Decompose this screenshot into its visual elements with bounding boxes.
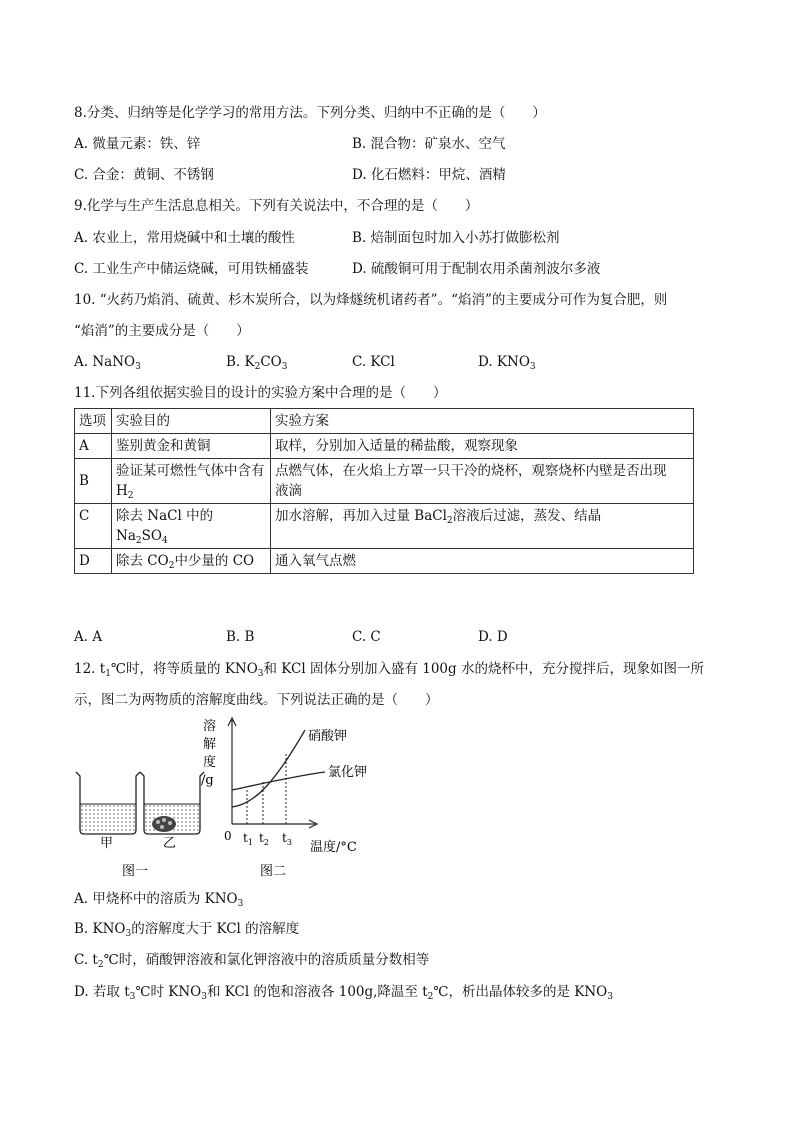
q9-option-a: A. 农业上，常用烧碱中和土壤的酸性	[74, 230, 295, 246]
y-axis-label-3: 度	[203, 755, 217, 770]
q11-option-d: D. D	[478, 629, 508, 645]
q11-table	[74, 408, 694, 574]
knox-curve	[232, 730, 305, 807]
q10-stem-line1: 10. “火药乃焰消、硫黄、杉木炭所合，以为烽燧统机诸药者”。“焰消”的主要成分可作为复合肥，则	[74, 292, 668, 308]
table-cell: 验证某可燃性气体中含有 $H_2$	[112, 459, 271, 504]
q12-stem-line2: 示，图二为两物质的溶解度曲线。下列说法正确的是（ ）	[74, 692, 439, 708]
q8-stem: 8.分类、归纳等是化学学习的常用方法。下列分类、归纳中不正确的是（ ）	[74, 105, 546, 121]
kcl-curve	[232, 772, 325, 790]
table-row	[75, 504, 694, 549]
table-header-option: 选项	[75, 409, 112, 434]
table-header-plan: 实验方案	[271, 409, 694, 434]
q12-option-d: D. 若取 $t_3℃$时 $KNO_3$和 KCl 的饱和溶液各 100g,降温至 $t_2℃$，析出晶体较多的是 $KNO_3$	[74, 984, 613, 1002]
y-axis-label-4: /g	[201, 773, 214, 788]
fig1-caption: 图一	[122, 864, 149, 879]
table-header-purpose: 实验目的	[112, 409, 271, 434]
origin-label: 0	[224, 829, 232, 843]
q10-option-c: C. KCl	[352, 354, 395, 370]
fig2-caption: 图二	[260, 864, 287, 879]
table-cell: 点燃气体，在火焰上方罩一只干冷的烧杯，观察烧杯内壁是否出现 液滴	[271, 459, 694, 504]
beaker-jia	[76, 772, 140, 834]
table-cell: 鉴别黄金和黄铜	[112, 434, 271, 459]
table-row	[75, 434, 694, 459]
q12-stem-line1: 12. $t_1℃$时，将等质量的 $KNO_3$和 KCl 固体分别加入盛有 100g 水的烧杯中，充分搅拌后，现象如图一所	[74, 661, 704, 679]
table-cell: 除去 $CO_2$中少量的 CO	[112, 549, 271, 574]
q11-option-b: B. B	[226, 629, 255, 645]
q10-option-a: A. NaNO$_3$	[74, 354, 141, 372]
q8-option-d: D. 化石燃料：甲烷、酒精	[352, 167, 506, 183]
x-axis-label: 温度/°C	[310, 840, 357, 855]
table-cell: A	[75, 434, 112, 459]
y-axis-label-2: 解	[203, 737, 217, 752]
beaker-yi	[140, 772, 204, 834]
tick-t3: $t_3$	[282, 831, 292, 847]
q10-option-d: D. $KNO_3$	[478, 354, 536, 372]
q8-option-a: A. 微量元素：铁、锌	[74, 136, 201, 152]
q10-stem-line2: “焰消”的主要成分是（ ）	[74, 323, 250, 339]
table-cell: 取样，分别加入适量的稀盐酸，观察现象	[271, 434, 694, 459]
table-cell: B	[75, 459, 112, 504]
table-cell: 除去 NaCl 中的 $Na_2SO_4$	[112, 504, 271, 549]
table-cell: 加水溶解，再加入过量 BaCl$_2$溶液后过滤，蒸发、结晶	[271, 504, 694, 549]
table-cell: C	[75, 504, 112, 549]
solubility-chart	[201, 718, 367, 879]
q11-option-a: A. A	[74, 629, 103, 645]
q11-stem: 11.下列各组依据实验目的设计的实验方案中合理的是（ ）	[74, 385, 447, 401]
table-row	[75, 549, 694, 574]
q12-option-c: C. $t_2℃$时，硝酸钾溶液和氯化钾溶液中的溶质质量分数相等	[74, 952, 430, 970]
q10-option-b: B. $K_2CO_3$	[226, 354, 288, 372]
table-row	[75, 409, 694, 434]
table-cell: D	[75, 549, 112, 574]
q12-figure	[60, 712, 380, 882]
curve1-label: 硝酸钾	[308, 729, 348, 744]
table-row	[75, 459, 694, 504]
q12-option-b: B. $KNO_3$的溶解度大于 KCl 的溶解度	[74, 921, 300, 939]
tick-t1: $t_1$	[243, 831, 253, 847]
table-cell: 通入氧气点燃	[271, 549, 694, 574]
beaker2-label: 乙	[163, 836, 177, 851]
q12-option-a: A. 甲烧杯中的溶质为 $KNO_3$	[74, 891, 244, 909]
beaker1-label: 甲	[100, 836, 114, 851]
q8-option-b: B. 混合物：矿泉水、空气	[352, 136, 506, 152]
q11-option-c: C. C	[352, 629, 381, 645]
q9-option-d: D. 硫酸铜可用于配制农用杀菌剂波尔多液	[352, 261, 601, 277]
q9-stem: 9.化学与生产生活息息相关。下列有关说法中，不合理的是（ ）	[74, 198, 479, 214]
tick-t2: $t_2$	[259, 831, 269, 847]
q9-option-b: B. 焙制面包时加入小苏打做膨松剂	[352, 230, 560, 246]
q8-option-c: C. 合金：黄铜、不锈钢	[74, 167, 214, 183]
q9-option-c: C. 工业生产中储运烧碱，可用铁桶盛装	[74, 261, 309, 277]
y-axis-label-1: 溶	[203, 719, 217, 734]
curve2-label: 氯化钾	[328, 765, 368, 780]
